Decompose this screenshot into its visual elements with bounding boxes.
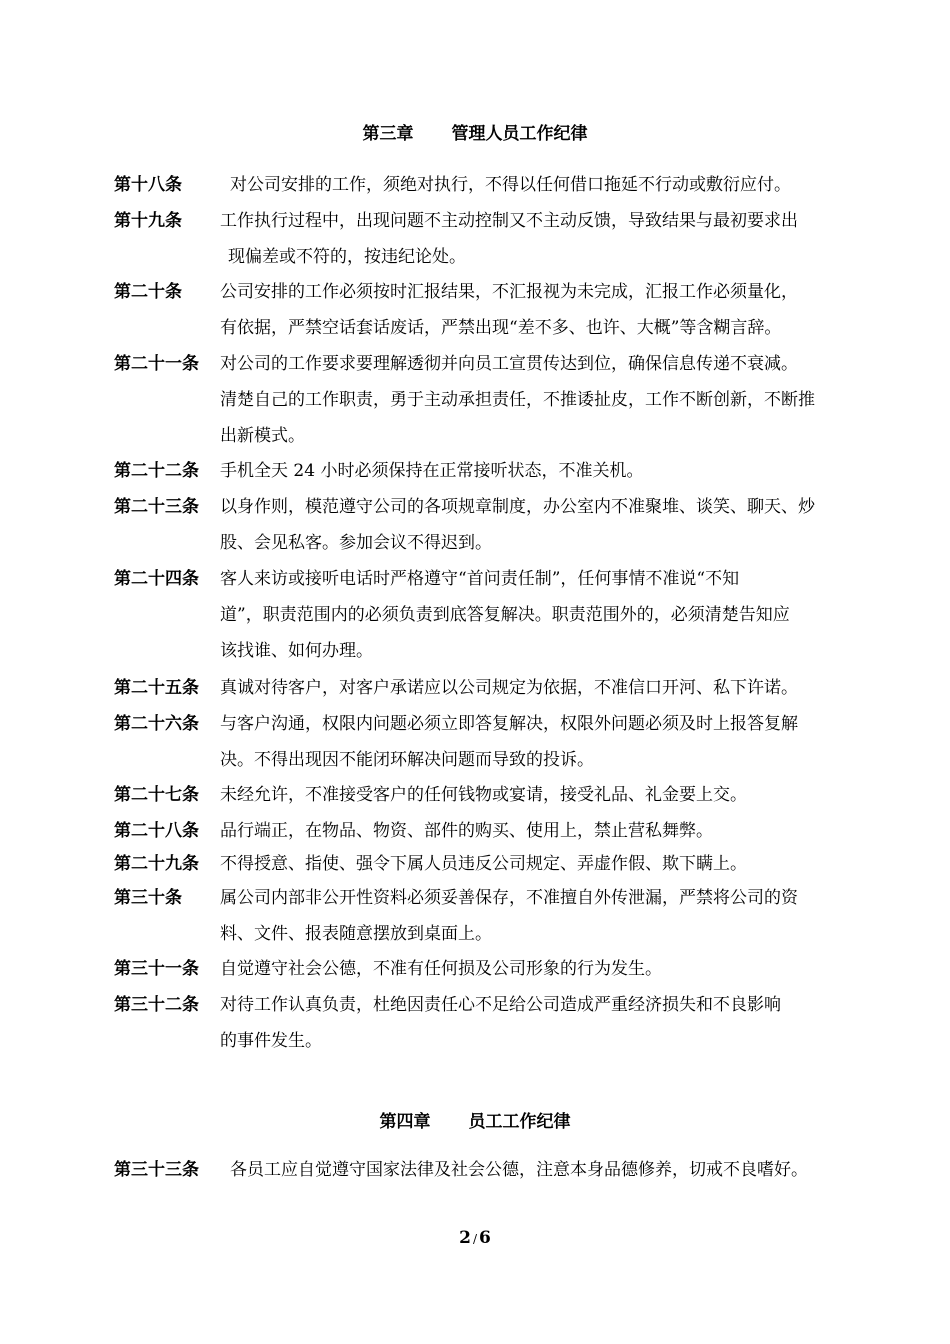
article-28 (114, 813, 862, 849)
article-text-line: 手机全天 24 小时必须保持在正常接听状态，不准关机。 (220, 461, 644, 481)
article-25 (114, 670, 862, 706)
article-text-line: 自觉遵守社会公德，不准有任何损及公司形象的行为发生。 (220, 959, 662, 979)
article-23 (114, 489, 862, 561)
article-label: 第二十三条 (114, 497, 199, 517)
article-label: 第二十条 (114, 282, 182, 302)
article-label: 第二十四条 (114, 569, 199, 589)
article-26 (114, 706, 862, 778)
article-label: 第三十一条 (114, 959, 199, 979)
article-label: 第三十条 (114, 888, 182, 908)
article-22 (114, 453, 862, 489)
article-text-line: 对公司安排的工作，须绝对执行，不得以任何借口拖延不行动或敷衍应付。 (230, 175, 791, 195)
article-text-line: 清楚自己的工作职责，勇于主动承担责任，不推诿扯皮，工作不断创新，不断推 (220, 390, 815, 410)
page-total: 6 (479, 1228, 491, 1248)
page-separator: / (472, 1232, 478, 1246)
article-text-line: 各员工应自觉遵守国家法律及社会公德，注意本身品德修养，切戒不良嗜好。 (230, 1160, 808, 1180)
article-label: 第二十一条 (114, 354, 199, 374)
article-text-line: 股、会见私客。参加会议不得迟到。 (220, 533, 492, 553)
chapter-3-heading (0, 122, 950, 146)
chapter-4-heading (0, 1110, 950, 1134)
article-24 (114, 561, 862, 669)
article-label: 第二十八条 (114, 821, 199, 841)
article-20 (114, 274, 862, 346)
article-29 (114, 846, 862, 882)
article-18 (114, 167, 862, 203)
article-text-line: 品行端正，在物品、物资、部件的购买、使用上，禁止营私舞弊。 (220, 821, 713, 841)
article-label: 第三十三条 (114, 1160, 199, 1180)
article-text-line: 公司安排的工作必须按时汇报结果，不汇报视为未完成，汇报工作必须量化， (220, 282, 798, 302)
article-text-line: 对待工作认真负责，杜绝因责任心不足给公司造成严重经济损失和不良影响 (220, 995, 781, 1015)
article-text-line: 有依据，严禁空话套话废话，严禁出现“差不多、也许、大概”等含糊言辞。 (220, 318, 782, 338)
article-30 (114, 880, 862, 952)
article-text-line: 该找谁、如何办理。 (220, 641, 373, 661)
article-text-line: 属公司内部非公开性资料必须妥善保存，不准擅自外传泄漏，严禁将公司的资 (220, 888, 798, 908)
article-text-line: 未经允许，不准接受客户的任何钱物或宴请，接受礼品、礼金要上交。 (220, 785, 747, 805)
article-label: 第二十六条 (114, 714, 199, 734)
article-text-line: 真诚对待客户，对客户承诺应以公司规定为依据，不准信口开河、私下许诺。 (220, 678, 798, 698)
chapter-3-number: 第三章 (362, 124, 414, 144)
article-label: 第二十九条 (114, 854, 199, 874)
article-text-line: 工作执行过程中，出现问题不主动控制又不主动反馈，导致结果与最初要求出 (220, 211, 798, 231)
article-text-line: 客人来访或接听电话时严格遵守“首问责任制”，任何事情不准说“不知 (220, 569, 740, 589)
chapter-4-number: 第四章 (379, 1112, 431, 1132)
article-text-line: 对公司的工作要求要理解透彻并向员工宣贯传达到位，确保信息传递不衰减。 (220, 354, 798, 374)
chapter-4-title: 员工工作纪律 (468, 1112, 571, 1132)
article-27 (114, 777, 862, 813)
article-text-line: 出新模式。 (220, 426, 305, 446)
article-text-line: 决。不得出现因不能闭环解决问题而导致的投诉。 (220, 750, 594, 770)
article-text-line: 现偏差或不符的，按违纪论处。 (228, 247, 466, 267)
article-label: 第二十五条 (114, 678, 199, 698)
article-text-line: 与客户沟通，权限内问题必须立即答复解决，权限外问题必须及时上报答复解 (220, 714, 798, 734)
article-21 (114, 346, 862, 454)
article-33 (114, 1152, 862, 1188)
article-label: 第二十二条 (114, 461, 199, 481)
article-text-line: 不得授意、指使、强令下属人员违反公司规定、弄虚作假、欺下瞒上。 (220, 854, 747, 874)
article-label: 第三十二条 (114, 995, 199, 1015)
article-label: 第十八条 (114, 175, 182, 195)
article-label: 第十九条 (114, 211, 182, 231)
article-text-line: 料、文件、报表随意摆放到桌面上。 (220, 924, 492, 944)
article-label: 第二十七条 (114, 785, 199, 805)
chapter-3-title: 管理人员工作纪律 (451, 124, 588, 144)
article-text-line: 以身作则，模范遵守公司的各项规章制度，办公室内不准聚堆、谈笑、聊天、炒 (220, 497, 815, 517)
page-number (0, 1228, 950, 1248)
article-19 (114, 203, 862, 275)
article-31 (114, 951, 862, 987)
article-text-line: 道”，职责范围内的必须负责到底答复解决。职责范围外的，必须清楚告知应 (220, 605, 790, 625)
article-text-line: 的事件发生。 (220, 1031, 322, 1051)
article-32 (114, 987, 862, 1059)
page-current: 2 (459, 1228, 471, 1248)
